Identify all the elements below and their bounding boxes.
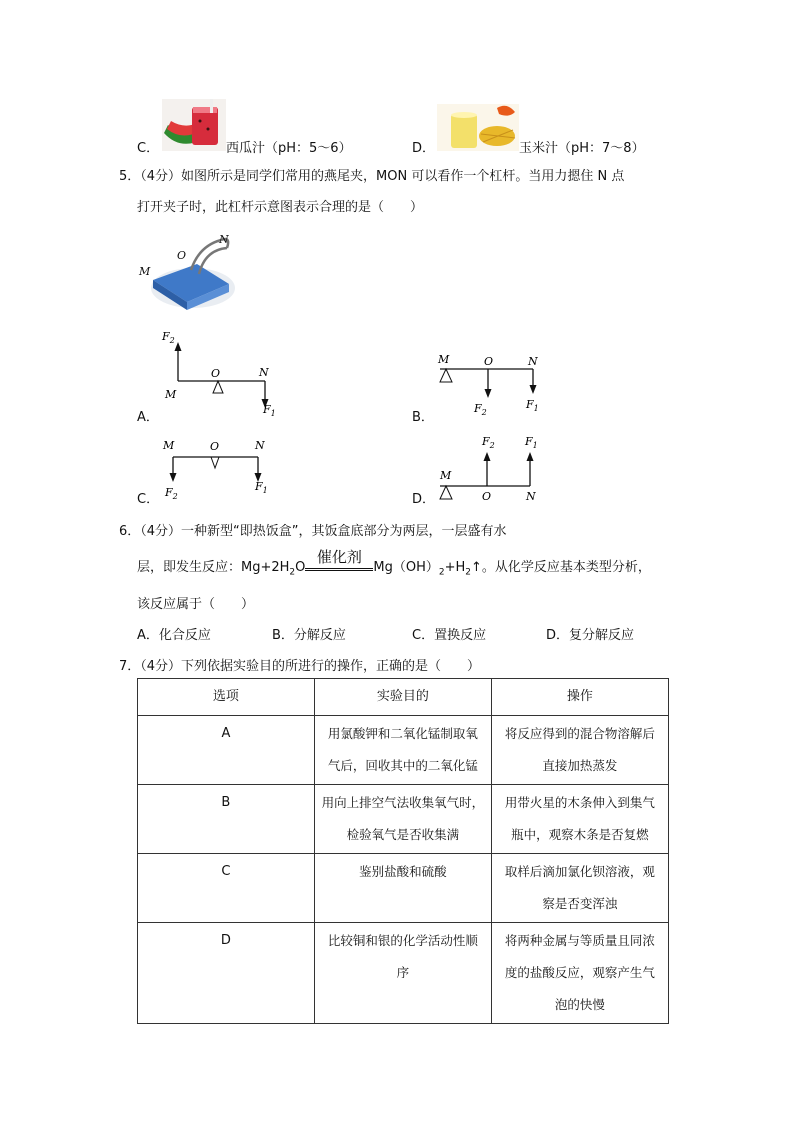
row-c-operation: 取样后滴加氯化钡溶液，观 察是否变浑浊	[491, 854, 668, 923]
c-f2: $F_2$	[165, 486, 178, 501]
q6-line3: 该反应属于（ ）	[137, 597, 255, 612]
catalyst-arrow: 催化剂	[305, 564, 373, 571]
q5-option-a-label: A．	[137, 410, 159, 425]
row-c-purpose: 鉴别盐酸和硫酸	[314, 854, 491, 923]
q5-stem-line1: 5．（4分）如图所示是同学们常用的燕尾夹，MON 可以看作一个杠杆。当用力摁住 N 点	[119, 169, 625, 184]
d-f1: $F_1$	[525, 435, 538, 450]
row-d-operation: 将两种金属与等质量且同浓 度的盐酸反应，观察产生气 泡的快慢	[491, 923, 668, 1024]
b-m: M	[438, 353, 450, 366]
a-m: M	[165, 388, 177, 401]
header-purpose: 实验目的	[314, 679, 491, 716]
clip-label-m: M	[139, 265, 151, 278]
row-d-purpose: 比较铜和银的化学活动性顺 序	[314, 923, 491, 1024]
q6-line1: 6．（4分）一种新型“即热饭盒”，其饭盒底部分为两层，一层盛有水	[119, 524, 507, 539]
a-f2: $F_2$	[162, 330, 175, 345]
lever-diagram-c	[155, 432, 275, 502]
q7-table	[137, 678, 669, 1024]
d-m: M	[440, 469, 452, 482]
c-n: N	[255, 439, 265, 452]
lever-diagram-a	[155, 328, 285, 420]
row-b-option: B	[138, 785, 315, 854]
table-row	[138, 716, 669, 785]
d-n: N	[526, 490, 536, 502]
b-f1: $F_1$	[526, 398, 539, 413]
watermelon-juice-image	[162, 99, 226, 151]
row-a-option: A	[138, 716, 315, 785]
table-header-row	[138, 679, 669, 716]
d-o: O	[482, 490, 492, 502]
row-b-operation: 用带火星的木条伸入到集气 瓶中，观察木条是否复燃	[491, 785, 668, 854]
table-row	[138, 923, 669, 1024]
q5-option-b-label: B．	[412, 410, 434, 425]
clip-label-n: N	[219, 233, 229, 246]
lever-diagram-b	[430, 350, 550, 420]
q5-option-d-label: D．	[412, 492, 436, 507]
a-o: O	[211, 367, 221, 380]
lever-diagram-d	[430, 430, 550, 502]
q6-line2: 层，即发生反应：$Mg+2H_2O$ 催化剂 $Mg(OH)_2+H_2↑$。从化学反应基本类型分析，	[137, 548, 651, 578]
row-d-option: D	[138, 923, 315, 1024]
q7-stem: 7．（4分）下列依据实验目的所进行的操作，正确的是（ ）	[119, 659, 481, 674]
q4-option-d-label: D．	[412, 141, 436, 156]
table-row	[138, 785, 669, 854]
q6-option-b: B．分解反应	[272, 628, 346, 643]
c-o: O	[210, 440, 220, 453]
q5-option-c-label: C．	[137, 492, 160, 507]
clip-label-o: O	[177, 249, 187, 262]
binder-clip-image	[137, 228, 242, 318]
b-o: O	[484, 355, 494, 368]
q6-option-a: A．化合反应	[137, 628, 211, 643]
row-c-option: C	[138, 854, 315, 923]
corn-juice-image	[437, 104, 519, 151]
q6-option-c: C．置换反应	[412, 628, 487, 643]
header-operation: 操作	[491, 679, 668, 716]
b-f2: $F_2$	[474, 402, 487, 417]
c-m: M	[163, 439, 175, 452]
q5-stem-line2: 打开夹子时，此杠杆示意图表示合理的是（ ）	[137, 200, 424, 215]
q6-option-d: D．复分解反应	[546, 628, 635, 643]
q4-option-d-text: 玉米汁（pH：7～8）	[519, 141, 645, 156]
c-f1: $F_1$	[255, 480, 268, 495]
q4-option-c-text: 西瓜汁（pH：5～6）	[226, 141, 352, 156]
q4-option-c-label: C．	[137, 141, 160, 156]
row-a-operation: 将反应得到的混合物溶解后 直接加热蒸发	[491, 716, 668, 785]
b-n: N	[528, 355, 538, 368]
d-f2: $F_2$	[482, 435, 495, 450]
row-a-purpose: 用氯酸钾和二氧化锰制取氧 气后，回收其中的二氧化锰	[314, 716, 491, 785]
header-option: 选项	[138, 679, 315, 716]
table-row	[138, 854, 669, 923]
a-n: N	[259, 366, 269, 379]
row-b-purpose: 用向上排空气法收集氧气时， 检验氧气是否收集满	[314, 785, 491, 854]
a-f1: $F_1$	[263, 403, 276, 418]
